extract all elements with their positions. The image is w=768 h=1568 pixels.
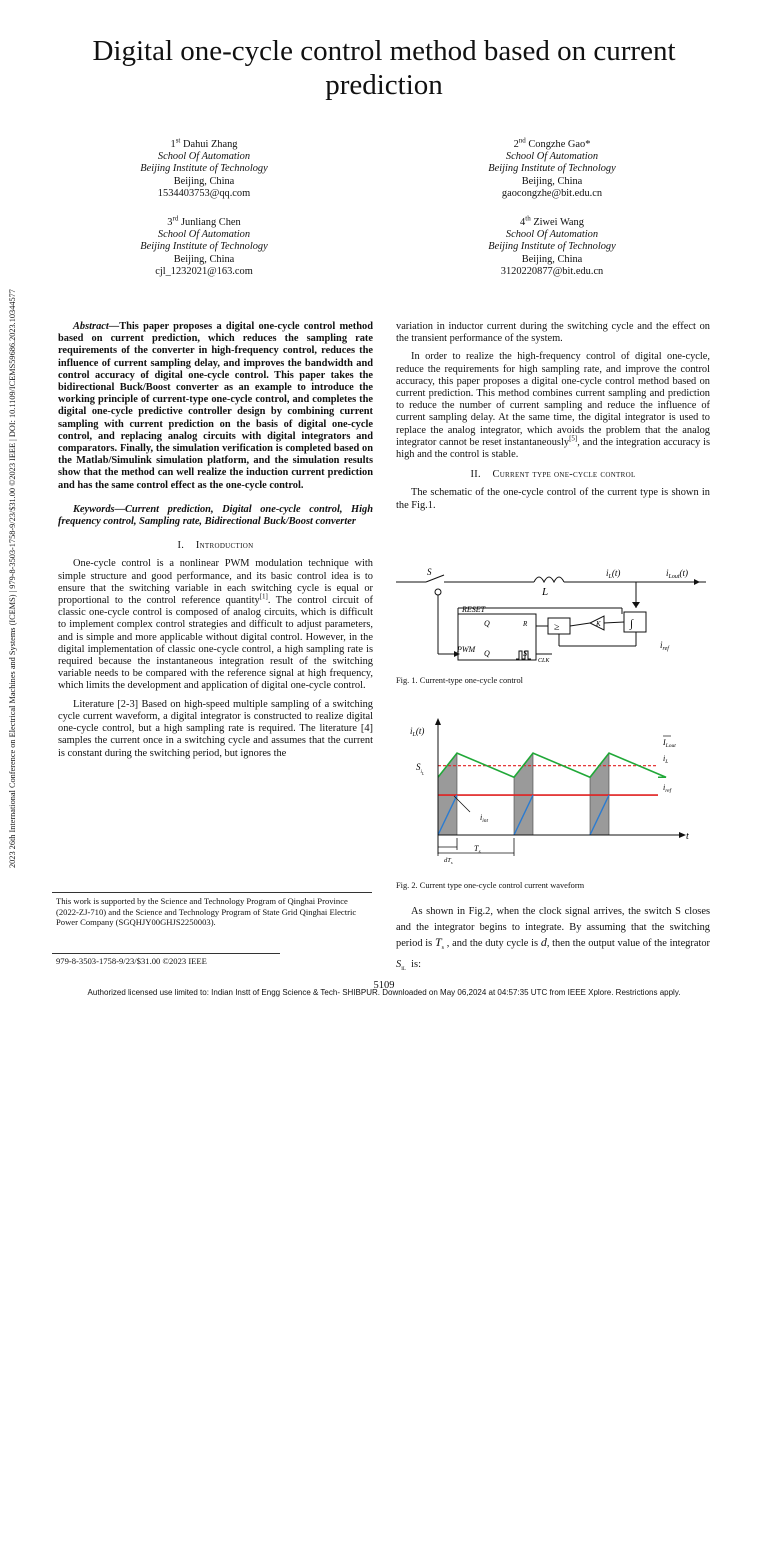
author-inst: Beijing Institute of Technology xyxy=(488,241,616,253)
section-heading-2: II. Current type one-cycle control xyxy=(470,469,636,481)
author-email: gaocongzhe@bit.edu.cn xyxy=(501,187,603,199)
label-clk: CLK xyxy=(538,658,550,664)
label-ts: $T_s$ xyxy=(474,844,481,855)
author-block xyxy=(84,136,324,200)
keywords-text: Current prediction, Digital one-cycle control, High frequency control, Sampling rate, Bidirectional Buck/Boost converter xyxy=(58,503,373,528)
intro-paragraph: Literature [2-3] Based on high-speed multiple sampling of a switching cycle current waveform, a digital integrator is constructed to realize digital one-cycle control, but a high sampling rate is required. The literature [4] samples the current once in a switching cycle and assumes that the current is constant during the switching period, but ignores the xyxy=(58,698,373,759)
figure-2-caption: Fig. 2. Current type one-cycle control current waveform xyxy=(396,881,585,890)
abstract xyxy=(58,321,373,492)
footnote-copyright: 979-8-3503-1758-9/23/$31.00 ©2023 IEEE xyxy=(56,956,207,966)
author-name: 3rd Junliang Chen xyxy=(167,214,241,228)
paragraph: The schematic of the one-cycle control of the current type is shown in the Fig.1. xyxy=(396,487,710,511)
footnote-rule xyxy=(52,953,280,954)
label-q: Q xyxy=(484,649,490,658)
paragraph: In order to realize the high-frequency control of digital one-cycle, reduce the requirements for high sampling rate, and improve the control accuracy, this paper proposes a digital one-cycle control method based on current prediction. This method combines current sampling and prediction to reduce the number of current sampling and reduce the influence of current sampling delay. At the same time, the digital integrator is used to replace the analog integrator, which avoids the problem that the analog integrator cannot be reset instantaneously[5], and the integration accuracy is high and the control is stable. xyxy=(396,351,711,461)
footnote-rule xyxy=(52,892,372,893)
author-dept: School Of Automation xyxy=(157,229,251,241)
author-name: 2nd Congzhe Gao* xyxy=(513,136,591,150)
sidebar-text: 2023 26th International Conference on Electrical Machines and Systems (ICEMS) | 979-8-3503-1758-9/23/$31.00 ©2023 IEEE | DOI: 10.1109/ICEMS59686.2023.10344577 xyxy=(8,289,17,868)
author-email: 3120220877@bit.edu.cn xyxy=(500,265,604,277)
label-gain: K xyxy=(596,620,601,628)
label-s: S xyxy=(523,649,527,658)
page-number: 5109 xyxy=(373,980,395,991)
author-block xyxy=(432,136,672,200)
author-city: Beijing, China xyxy=(173,175,235,187)
series-il-line xyxy=(438,753,669,777)
label-ilout: $i_{Lout}(t)$ xyxy=(666,568,689,580)
author-city: Beijing, China xyxy=(521,175,583,187)
doi-sidebar xyxy=(8,289,18,1568)
author-inst: Beijing Institute of Technology xyxy=(140,163,268,175)
author-city: Beijing, China xyxy=(173,253,235,265)
intro-paragraph: One-cycle control is a nonlinear PWM modulation technique with simple structure and good performance, and its basic control idea is to ensure that the switching variable in each switching cycle is equal or proportional to the control reference quantity[1]. The control circuit of classic one-cycle control is composed of analog circuits, which is difficult to implement complex control strategies and difficult to adjust parameters, and is simple and more applicable without digital control. However, in the digital implementation of classic one-cycle control, a high sampling rate is required because the instantaneous integration result of the switching variable needs to be compared with the reference signal at high frequency, which limits the development and application of digital one-cycle control. xyxy=(58,558,373,692)
abstract-text: This paper proposes a digital one-cycle control method based on current prediction, which reduces the sampling rate requirements of the converter in high-frequency control, reduces the influence of current sampling delay, and improves the bandwidth and control accuracy of digital one-cycle control. This paper takes the bidirectional Buck/Boost converter as an example to introduce the working principle of current-type one-cycle control, and completes the digital one-cycle predictive controller design by combining current sampling with current prediction on the basis of digital one-cycle control, and replacing analog circuits with digital integrators and comparators. Finally, the simulation verification is completed based on the Matlab/Simulink simulation platform, and the simulation results show that the method can well realize the induction current prediction and has the same control effect as the one-cycle control. xyxy=(58,321,373,491)
label-qbar: Q xyxy=(484,619,490,628)
footnote-funding: This work is supported by the Science and Technology Program of Qinghai Province (2022-ZJ-710) and the Science and Technology Program of State Grid Qinghai Electric Power Company (SGQHJY00GHJS2250003). xyxy=(56,896,357,928)
figure-1-caption: Fig. 1. Current-type one-cycle control xyxy=(396,676,523,685)
y-axis-label: $i_L(t)$ xyxy=(410,726,425,738)
author-block xyxy=(84,214,324,278)
figure-1-schematic xyxy=(396,562,712,674)
author-dept: School Of Automation xyxy=(157,151,251,163)
author-city: Beijing, China xyxy=(521,253,583,265)
paper-title: Digital one-cycle control method based on current prediction xyxy=(92,35,676,101)
paragraph: variation in inductor current during the switching cycle and the effect on the transient performance of the system. xyxy=(396,321,710,345)
legend-il: $i_L$ xyxy=(663,754,669,765)
keywords xyxy=(58,504,373,528)
author-dept: School Of Automation xyxy=(505,229,599,241)
label-switch: S xyxy=(427,567,432,577)
label-comparator: ≥ xyxy=(554,622,560,633)
label-integrator: ∫ xyxy=(630,618,634,630)
author-name: 4th Ziwei Wang xyxy=(520,214,584,228)
author-name: 1st Dahui Zhang xyxy=(170,136,238,150)
legend-iref: $i_{ref}$ xyxy=(663,783,672,794)
x-axis-label: t xyxy=(686,831,689,842)
label-pwm: PWM xyxy=(457,645,476,654)
author-dept: School Of Automation xyxy=(505,151,599,163)
section-heading-1: I. Introduction xyxy=(177,540,254,552)
label-iint: $i_{int}$ xyxy=(480,813,489,824)
right-column xyxy=(396,321,710,516)
author-inst: Beijing Institute of Technology xyxy=(140,241,268,253)
keywords-label: Keywords— xyxy=(73,503,125,515)
right-column-bottom xyxy=(396,904,710,982)
author-block xyxy=(432,214,672,278)
legend-ilout: $I_{Lout}$ xyxy=(663,738,676,749)
paragraph: As shown in Fig.2, when the clock signal arrives, the switch S closes and the integrator begins to integrate. By assuming that the switching period is $T_s$ , and the duty cycle is d, then the output value of the integrator $S_{iL}$ is: xyxy=(396,906,710,972)
left-column xyxy=(58,321,373,764)
figure-2-chart xyxy=(396,716,712,866)
label-sil: $S_{iL}$ xyxy=(416,762,425,776)
label-r: R xyxy=(523,620,528,628)
label-il: $i_L(t)$ xyxy=(606,568,621,580)
label-inductor: L xyxy=(542,586,549,598)
label-iref: $i_{ref}$ xyxy=(660,640,669,652)
author-inst: Beijing Institute of Technology xyxy=(488,163,616,175)
license-footer: Authorized licensed use limited to: Indian Instt of Engg Science & Tech- SHIBPUR. Downloaded on May 06,2024 at 04:57:35 UTC from IEEE Xplore. Restrictions apply. xyxy=(87,988,681,997)
abstract-label: Abstract— xyxy=(73,321,120,332)
author-email: cjl_1232021@163.com xyxy=(155,265,253,277)
y-axis-arrow xyxy=(435,718,441,725)
author-email: 1534403753@qq.com xyxy=(157,187,251,199)
label-reset: RESET xyxy=(462,605,486,614)
label-dts: $dT_s$ xyxy=(444,857,453,865)
x-axis-arrow xyxy=(679,832,686,838)
